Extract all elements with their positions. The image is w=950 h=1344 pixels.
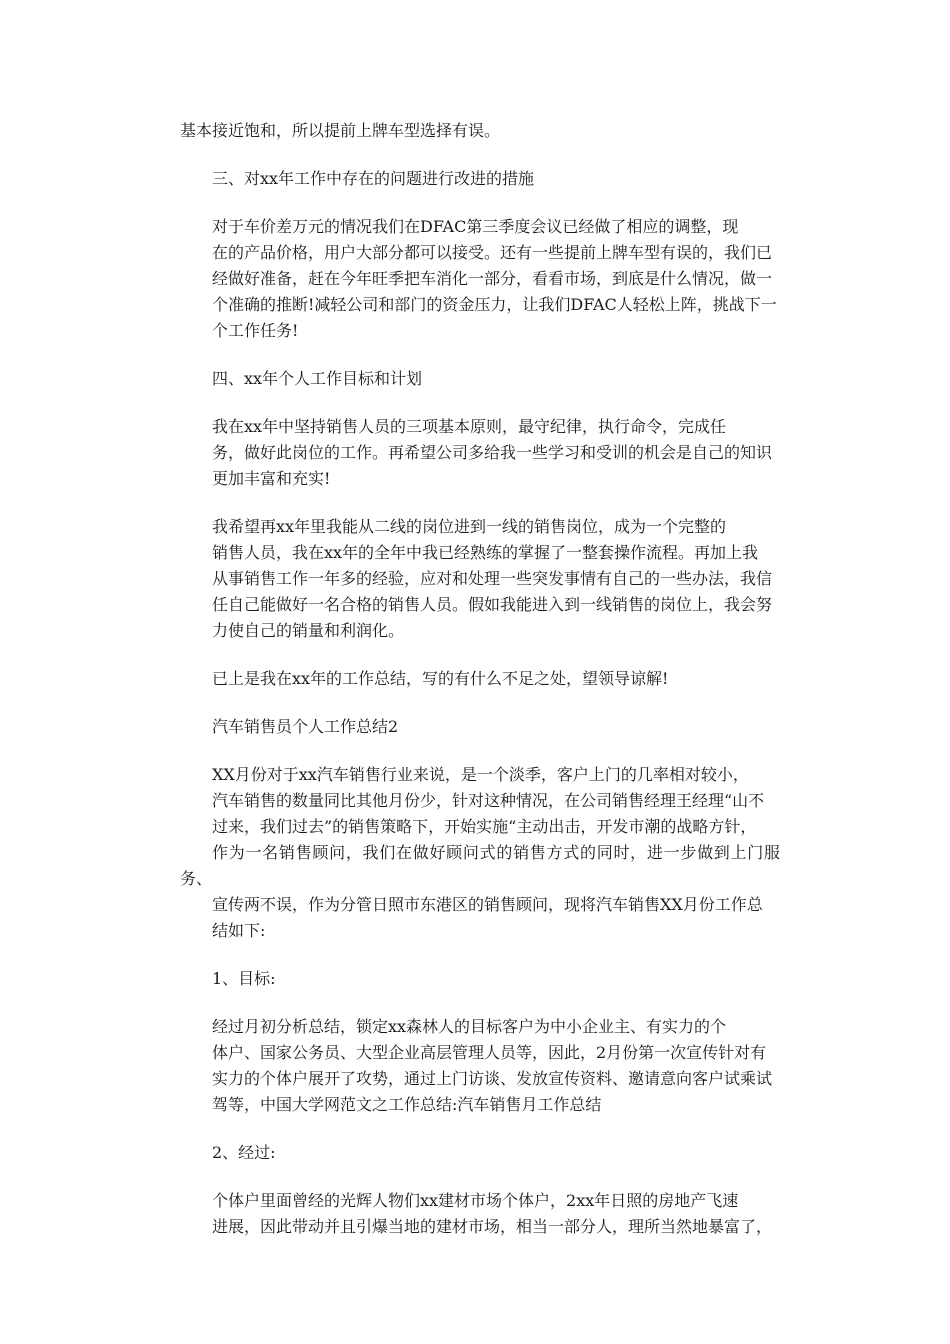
text-line: 1、目标: [212, 969, 276, 988]
text-line: 已上是我在xx年的工作总结，写的有什么不足之处，望领导谅解! [212, 669, 669, 688]
section-heading [180, 366, 780, 392]
text-line: 在的产品价格，用户大部分都可以接受。还有一些提前上牌车型有误的，我们已 [212, 243, 773, 262]
section-heading [180, 166, 780, 192]
text-line: 对于车价差万元的情况我们在DFAC第三季度会议已经做了相应的调整，现 [212, 217, 739, 236]
paragraph [180, 666, 780, 692]
paragraph [180, 1014, 780, 1118]
paragraph [180, 762, 780, 944]
text-line: 2、经过: [212, 1143, 276, 1162]
paragraph [180, 414, 780, 492]
text-line: 个工作任务! [212, 321, 299, 340]
text-line: 基本接近饱和，所以提前上牌车型选择有误。 [180, 121, 501, 140]
text-line: 三、对xx年工作中存在的问题进行改进的措施 [212, 169, 535, 188]
text-line: 更加丰富和充实! [212, 469, 331, 488]
section-heading [180, 966, 780, 992]
paragraph [180, 514, 780, 644]
text-line: 个体户里面曾经的光辉人物们xx建材市场个体户，2xx年日照的房地产飞速 [212, 1191, 739, 1210]
text-line: 任自己能做好一名合格的销售人员。假如我能进入到一线销售的岗位上，我会努 [212, 595, 773, 614]
paragraph [180, 118, 780, 144]
paragraph [180, 1188, 780, 1240]
section-heading [180, 714, 780, 740]
text-line: 务，做好此岗位的工作。再希望公司多给我一些学习和受训的机会是自己的知识 [212, 443, 773, 462]
text-line: 从事销售工作一年多的经验，应对和处理一些突发事情有自己的一些办法，我信 [212, 569, 773, 588]
text-line: 汽车销售员个人工作总结2 [212, 717, 399, 736]
text-line: 实力的个体户展开了攻势，通过上门访谈、发放宣传资料、邀请意向客户试乘试 [212, 1069, 773, 1088]
document-body [180, 118, 780, 1262]
text-line: 过来，我们过去”的销售策略下，开始实施“主动出击，开发市潮的战略方针， [212, 817, 757, 836]
text-line: 宣传两不误，作为分管日照市东港区的销售顾问，现将汽车销售XX月份工作总 [212, 895, 763, 914]
text-line: XX月份对于xx汽车销售行业来说，是一个淡季，客户上门的几率相对较小， [212, 765, 749, 784]
text-line: 销售人员，我在xx年的全年中我已经熟练的掌握了一整套操作流程。再加上我 [212, 543, 759, 562]
section-heading [180, 1140, 780, 1166]
text-line: 汽车销售的数量同比其他月份少，针对这种情况，在公司销售经理王经理“山不 [212, 791, 765, 810]
text-line: 我希望再xx年里我能从二线的岗位进到一线的销售岗位，成为一个完整的 [212, 517, 727, 536]
text-line: 力使自己的销量和利润化。 [212, 621, 405, 640]
text-line: 四、xx年个人工作目标和计划 [212, 369, 423, 388]
text-line: 作为一名销售顾问，我们在做好顾问式的销售方式的同时，进一步做到上门服务、 [180, 843, 780, 888]
text-line: 进展，因此带动并且引爆当地的建材市场，相当一部分人，理所当然地暴富了， [212, 1217, 773, 1236]
text-line: 体户、国家公务员、大型企业高层管理人员等，因此，2月份第一次宣传针对有 [212, 1043, 767, 1062]
text-line: 经做好准备，赶在今年旺季把车消化一部分，看看市场，到底是什么情况，做一 [212, 269, 773, 288]
text-line: 经过月初分析总结，锁定xx森林人的目标客户为中小企业主、有实力的个 [212, 1017, 727, 1036]
text-line: 结如下: [212, 921, 266, 940]
text-line: 个准确的推断!减轻公司和部门的资金压力，让我们DFAC人轻松上阵，挑战下一 [212, 295, 777, 314]
paragraph [180, 214, 780, 344]
text-line: 我在xx年中坚持销售人员的三项基本原则，最守纪律，执行命令，完成任 [212, 417, 727, 436]
text-line: 驾等，中国大学网范文之工作总结:汽车销售月工作总结 [212, 1095, 602, 1114]
